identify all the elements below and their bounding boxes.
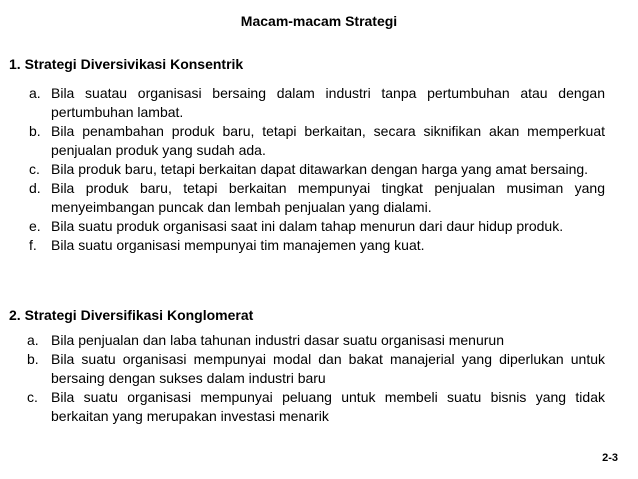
slide-title: Macam-macam Strategi — [240, 13, 398, 29]
list-item-text: Bila produk baru, tetapi berkaitan mempunyai tingkat penjualan musiman yang menyeimbangan puncak dan lembah penjualan yang dialami. — [51, 180, 605, 215]
list-marker: c. — [29, 161, 40, 177]
list-item — [27, 331, 605, 350]
list-marker: d. — [29, 180, 41, 196]
list-item-text: Bila produk baru, tetapi berkaitan dapat ditawarkan dengan harga yang amat bersaing. — [51, 161, 589, 177]
list-marker: f. — [29, 237, 37, 253]
list-konsentrik — [27, 84, 605, 255]
list-item — [27, 179, 605, 217]
list-item-text: Bila penambahan produk baru, tetapi berkaitan, secara siknifikan akan memperkuat penjualan produk yang sudah ada. — [51, 123, 605, 158]
list-item-text: Bila penjualan dan laba tahunan industri dasar suatu organisasi menurun — [51, 332, 504, 348]
list-item-text: Bila suatu organisasi mempunyai tim manajemen yang kuat. — [51, 237, 425, 253]
section-heading-konglomerat: 2. Strategi Diversifikasi Konglomerat — [9, 307, 254, 323]
list-marker: e. — [29, 218, 41, 234]
list-marker: c. — [27, 389, 38, 405]
page-number: 2-3 — [602, 452, 618, 464]
list-konglomerat — [27, 331, 605, 426]
section-heading-konsentrik: 1. Strategi Diversivikasi Konsentrik — [9, 56, 244, 72]
list-item-text: Bila suatu produk organisasi saat ini dalam tahap menurun dari daur hidup produk. — [51, 218, 564, 234]
list-item — [27, 388, 605, 426]
list-item-text: Bila suatau organisasi bersaing dalam industri tanpa pertumbuhan atau dengan pertumbuhan lambat. — [51, 85, 605, 120]
list-marker: a. — [29, 85, 41, 101]
list-item — [27, 122, 605, 160]
list-item-text: Bila suatu organisasi mempunyai peluang untuk membeli suatu bisnis yang tidak berkaitan yang merupakan investasi menarik — [51, 389, 605, 424]
list-marker: b. — [27, 351, 39, 367]
list-item — [27, 217, 605, 236]
list-item — [27, 350, 605, 388]
list-item — [27, 84, 605, 122]
list-marker: a. — [27, 332, 39, 348]
list-marker: b. — [29, 123, 41, 139]
list-item — [27, 160, 605, 179]
list-item — [27, 236, 605, 255]
list-item-text: Bila suatu organisasi mempunyai modal dan bakat manajerial yang diperlukan untuk bersaing dengan sukses dalam industri baru — [51, 351, 605, 386]
